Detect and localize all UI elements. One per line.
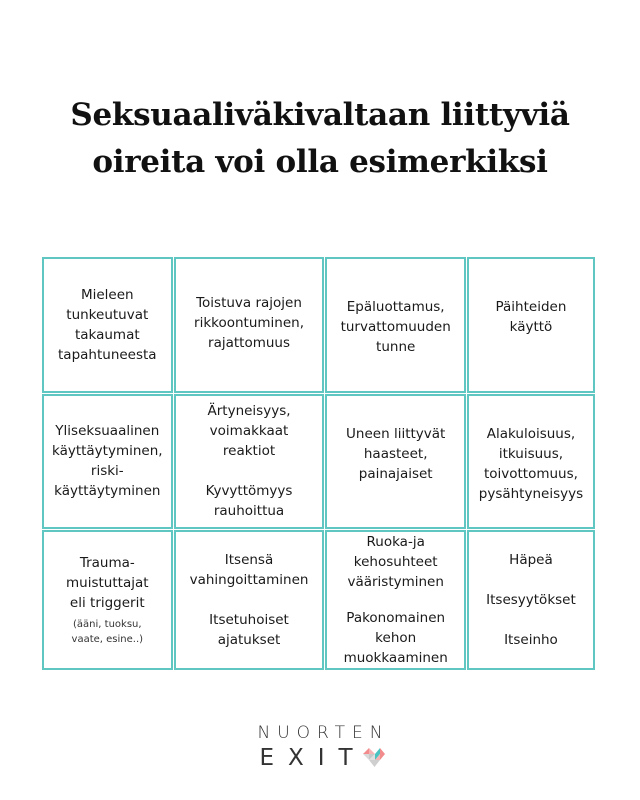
symptom-cell [467, 530, 595, 670]
symptom-text: Itsesyytökset [486, 592, 576, 608]
symptom-cell [174, 257, 325, 393]
symptom-cell [467, 394, 595, 530]
symptom-text: Päihteiden käyttö [495, 299, 567, 335]
symptom-text: Kyvyttömyys rauhoittua [205, 483, 293, 520]
symptom-text: Itsensä vahingoittaminen [189, 552, 309, 588]
symptom-text: Yliseksuaalinen käyttäytyminen, riski-käyttäytyminen [51, 423, 163, 500]
logo-line-1: NUORTEN [257, 723, 390, 743]
symptom-text: Itsetuhoiset ajatukset [209, 612, 289, 648]
symptom-grid [42, 257, 596, 671]
symptom-text: Ärtyneisyys, voimakkaat reaktiot [207, 403, 291, 460]
title-line-1: Seksuaaliväkivaltaan liittyviä [70, 97, 570, 133]
nuorten-exit-logo [0, 722, 640, 772]
symptom-text: Trauma-muistuttajat eli triggerit [66, 555, 149, 611]
symptom-cell [42, 257, 173, 393]
symptom-text: Epäluottamus, turvattomuuden tunne [340, 299, 451, 355]
logo-exit-text: EXIT [259, 745, 367, 771]
symptom-cell [325, 530, 465, 670]
title-line-2: oireita voi olla esimerkiksi [92, 144, 548, 180]
symptom-cell [174, 394, 325, 530]
heart-triangles-icon [361, 745, 387, 771]
symptom-text: Uneen liittyvät haasteet, painajaiset [346, 425, 446, 482]
symptom-cell [42, 530, 173, 670]
symptom-cell [42, 394, 173, 530]
symptom-cell [467, 257, 595, 393]
symptom-cell [174, 530, 325, 670]
symptom-text: Alakuloisuus, itkuisuus, toivottomuus, pysähtyneisyys [478, 425, 584, 502]
symptom-note: (ääni, tuoksu, vaate, esine..) [71, 619, 144, 645]
symptom-cell [325, 394, 465, 530]
symptom-text: Itseinho [504, 632, 558, 648]
symptom-text: Ruoka-ja kehosuhteet vääristyminen [347, 534, 444, 590]
symptom-cell [325, 257, 465, 393]
logo-line-2 [259, 744, 386, 772]
symptom-text: Häpeä [509, 552, 553, 568]
symptom-text: Mieleen tunkeutuvat takaumat tapahtuneesta [58, 286, 157, 363]
symptom-text: Pakonomainen kehon muokkaaminen [343, 610, 448, 666]
page-title [0, 92, 640, 186]
symptom-text: Toistuva rajojen rikkoontuminen, rajattomuus [194, 295, 305, 351]
